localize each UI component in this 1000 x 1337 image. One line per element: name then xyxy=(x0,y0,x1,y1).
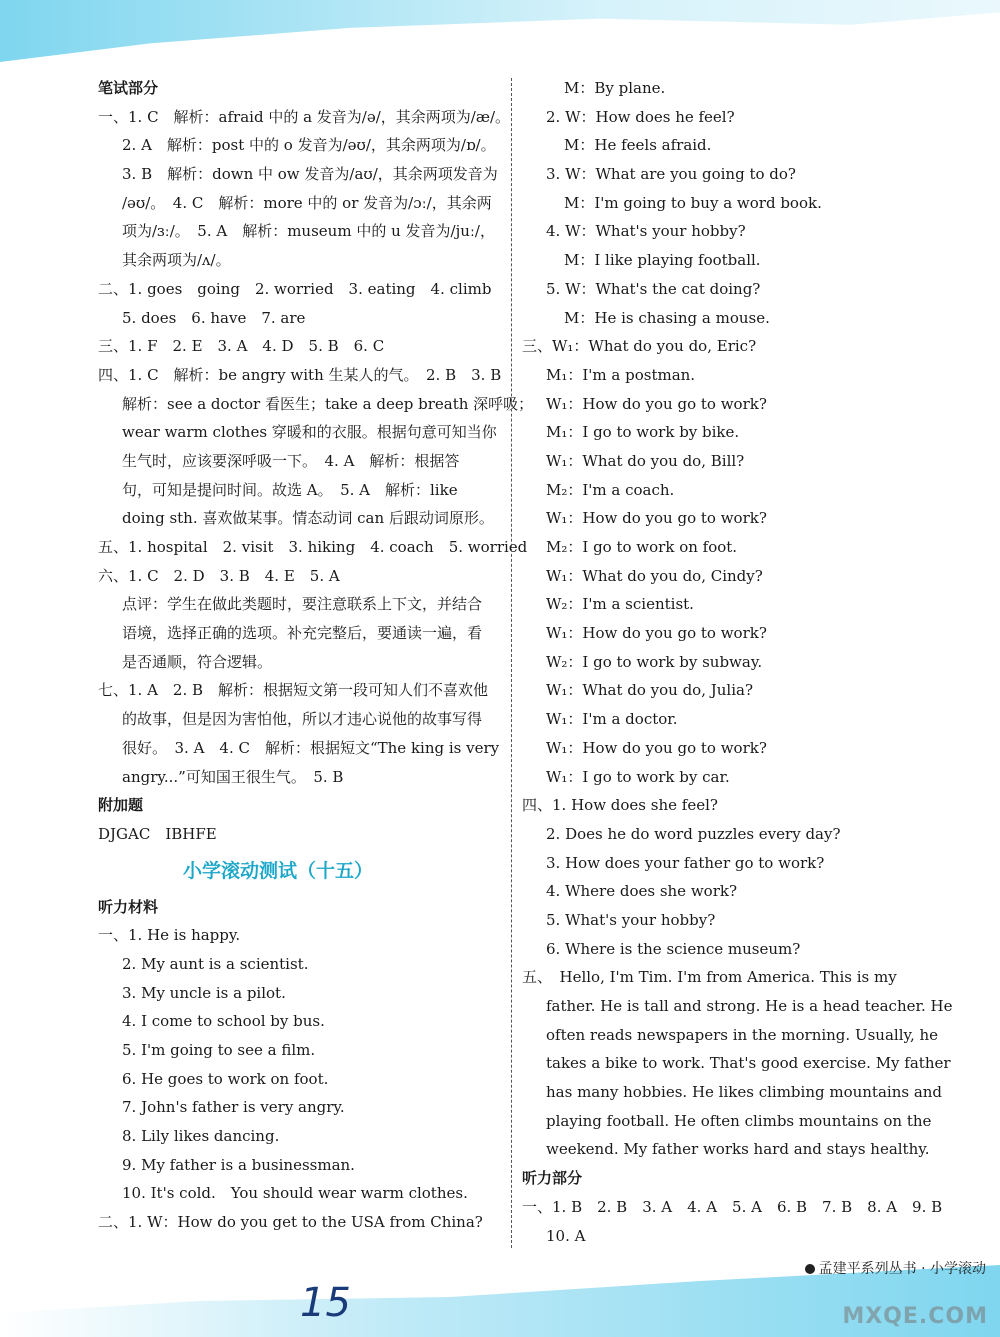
text-line: 生气时，应该要深呼吸一下。 4. A 解析：根据答 xyxy=(122,451,460,470)
text-line: M₁：I'm a postman. xyxy=(546,365,696,384)
text-line: often reads newspapers in the morning. Usually, he xyxy=(546,1025,939,1044)
text-line: 解析：see a doctor 看医生；take a deep breath 深呼吸； xyxy=(122,394,534,413)
text-line: 项为/ɜː/。 5. A 解析：museum 中的 u 发音为/juː/， xyxy=(122,222,495,241)
text-line: 五、1. hospital 2. visit 3. hiking 4. coach 5. worried xyxy=(98,538,528,556)
answer-key-block xyxy=(98,74,534,849)
text-line: 六、1. C 2. D 3. B 4. E 5. A xyxy=(98,566,340,585)
text-line: 10. It's cold. You should wear warm clothes. xyxy=(122,1184,468,1203)
text-line: M₂：I go to work on foot. xyxy=(546,538,738,556)
text-line: 7. John's father is very angry. xyxy=(122,1098,345,1117)
text-line: wear warm clothes 穿暖和的衣服。根据句意可知当你 xyxy=(122,423,497,442)
text-line: 2. My aunt is a scientist. xyxy=(122,954,309,973)
bullet-icon xyxy=(805,1264,815,1274)
column-divider xyxy=(511,78,512,1248)
text-line: 一、1. B 2. B 3. A 4. A 5. A 6. B 7. B 8. A 9. B xyxy=(522,1197,943,1216)
text-line: M：I like playing football. xyxy=(564,251,761,270)
text-line: W₁：How do you go to work? xyxy=(546,394,767,413)
text-line: W₁：What do you do, Cindy? xyxy=(546,566,763,585)
text-line: M：By plane. xyxy=(564,79,666,97)
section-title: 小学滚动测试（十五） xyxy=(182,859,373,882)
text-line: 听力部分 xyxy=(522,1169,583,1188)
text-line: weekend. My father works hard and stays healthy. xyxy=(546,1140,930,1159)
text-line: M：I'm going to buy a word book. xyxy=(564,193,822,212)
series-footer xyxy=(805,1258,986,1278)
text-line: 二、1. W：How do you get to the USA from China? xyxy=(98,1213,483,1232)
text-line: 4. I come to school by bus. xyxy=(122,1012,325,1031)
text-line: 6. Where is the science museum? xyxy=(546,939,801,958)
text-line: 的故事，但是因为害怕他，所以才违心说他的故事写得 xyxy=(122,710,483,729)
text-line: 三、W₁：What do you do, Eric? xyxy=(522,337,757,356)
text-line: 3. My uncle is a pilot. xyxy=(122,983,286,1002)
text-line: 五、 Hello, I'm Tim. I'm from America. This is my xyxy=(522,968,897,987)
text-line: has many hobbies. He likes climbing mountains and xyxy=(546,1083,943,1102)
text-line: 语境，选择正确的选项。补充完整后，要通读一遍，看 xyxy=(122,624,483,643)
series-name: 孟建平系列丛书 · 小学滚动 xyxy=(818,1261,986,1277)
text-line: W₁：What do you do, Julia? xyxy=(546,681,754,700)
text-line: 5. does 6. have 7. are xyxy=(122,308,306,327)
text-line: angry...”可知国王很生气。 5. B xyxy=(122,767,344,786)
text-line: father. He is tall and strong. He is a head teacher. He xyxy=(546,997,953,1015)
text-line: 4. W：What's your hobby? xyxy=(546,222,746,241)
text-line: 3. W：What are you going to do? xyxy=(546,165,796,184)
text-line: 其余两项为/ʌ/。 xyxy=(122,251,231,270)
text-line: 附加题 xyxy=(98,796,144,815)
text-line: 句，可知是提问时间。故选 A。 5. A 解析：like xyxy=(122,480,458,499)
watermark: MXQE.COM xyxy=(842,1304,988,1329)
text-line: /əʊ/。 4. C 解析：more 中的 or 发音为/ɔː/，其余两 xyxy=(122,193,492,212)
text-line: 七、1. A 2. B 解析：根据短文第一段可知人们不喜欢他 xyxy=(98,681,489,700)
text-line: W₁：How do you go to work? xyxy=(546,624,767,643)
text-line: 4. Where does she work? xyxy=(546,882,738,901)
text-line: W₁：What do you do, Bill? xyxy=(546,451,745,470)
text-line: W₁：How do you go to work? xyxy=(546,509,767,528)
text-line: 6. He goes to work on foot. xyxy=(122,1069,329,1088)
text-line: DJGAC IBHFE xyxy=(98,824,217,843)
text-line: W₂：I go to work by subway. xyxy=(546,652,763,671)
text-line: 是否通顺，符合逻辑。 xyxy=(122,652,273,671)
text-line: 3. How does your father go to work? xyxy=(546,853,825,872)
text-line: 3. B 解析：down 中 ow 发音为/aʊ/，其余两项发音为 xyxy=(122,165,498,184)
text-line: 一、1. C 解析：afraid 中的 a 发音为/ə/，其余两项为/æ/。 xyxy=(98,107,511,126)
text-line: 听力材料 xyxy=(98,897,159,916)
text-line: 2. Does he do word puzzles every day? xyxy=(546,824,841,843)
text-line: 笔试部分 xyxy=(98,79,159,97)
text-line: 9. My father is a businessman. xyxy=(122,1155,355,1174)
text-line: 10. A xyxy=(546,1226,586,1245)
text-line: 四、1. How does she feel? xyxy=(522,796,718,815)
text-line: W₁：How do you go to work? xyxy=(546,738,767,757)
text-line: W₁：I'm a doctor. xyxy=(546,710,678,729)
text-line: takes a bike to work. That's good exercise. My father xyxy=(546,1054,951,1073)
left-column xyxy=(98,74,534,1237)
listening-material-block xyxy=(98,893,498,1237)
text-line: W₁：I go to work by car. xyxy=(546,767,730,786)
text-line: 三、1. F 2. E 3. A 4. D 5. B 6. C xyxy=(98,337,385,356)
text-line: playing football. He often climbs mountains on the xyxy=(546,1111,932,1130)
text-line: 5. W：What's the cat doing? xyxy=(546,279,761,298)
text-line: 四、1. C 解析：be angry with 生某人的气。 2. B 3. B xyxy=(98,365,502,384)
page-number: 15 xyxy=(300,1280,351,1326)
text-line: 2. W：How does he feel? xyxy=(546,107,735,126)
text-line: M：He feels afraid. xyxy=(564,136,712,155)
text-line: 2. A 解析：post 中的 o 发音为/əʊ/，其余两项为/ɒ/。 xyxy=(122,136,496,155)
text-line: M₂：I'm a coach. xyxy=(546,480,675,499)
text-line: 一、1. He is happy. xyxy=(98,926,241,945)
text-line: 5. What's your hobby? xyxy=(546,910,716,929)
text-line: M：He is chasing a mouse. xyxy=(564,308,770,327)
header-decoration xyxy=(0,0,1000,62)
text-line: M₁：I go to work by bike. xyxy=(546,423,740,442)
text-line: 5. I'm going to see a film. xyxy=(122,1041,316,1059)
text-line: 二、1. goes going 2. worried 3. eating 4. climb xyxy=(98,279,492,298)
right-column xyxy=(522,74,953,1250)
text-line: 很好。 3. A 4. C 解析：根据短文“The king is very xyxy=(122,738,500,757)
text-line: doing sth. 喜欢做某事。情态动词 can 后跟动词原形。 xyxy=(122,509,494,528)
text-line: 点评：学生在做此类题时，要注意联系上下文，并结合 xyxy=(122,595,483,614)
right-answer-block xyxy=(522,74,953,1250)
text-line: W₂：I'm a scientist. xyxy=(546,595,694,614)
text-line: 8. Lily likes dancing. xyxy=(122,1127,280,1146)
